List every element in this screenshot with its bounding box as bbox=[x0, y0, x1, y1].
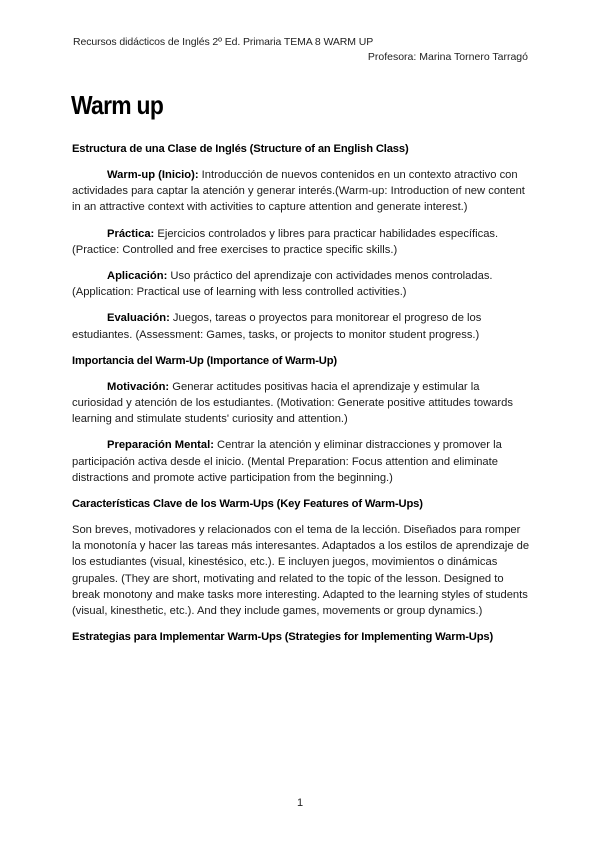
item-text: Introducción de nuevos contenidos en un contexto atractivo con actividades para captar la atención y generar interés.(Warm-up: Introduction of new content in an attractive context with activities to capture attention and generate interest.) bbox=[72, 169, 525, 214]
page-title: Warm up bbox=[71, 90, 164, 120]
features-paragraph: Son breves, motivadores y relacionados con el tema de la lección. Diseñados para romper la monotonía y hacer las tareas más interesantes. Adaptados a los estilos de aprendizaje de los estudiantes (visual, kinestésico, etc.). E incluyen juegos, movimientos o dinámicas grupales. (They are short, motivating and related to the topic of the lesson. Designed to break monotony and make tasks more interesting. Adapted to the learning styles of students (visual, kinesthetic, etc.). And they include games, movements or group dynamics.) bbox=[72, 524, 530, 618]
item-application bbox=[72, 268, 530, 300]
item-mental-preparation bbox=[72, 437, 530, 486]
page-number: 1 bbox=[296, 797, 304, 809]
item-text: Ejercicios controlados y libres para practicar habilidades específicas. (Practice: Controlled and free exercises to practice specific skills.) bbox=[72, 227, 499, 256]
document-body bbox=[72, 141, 530, 655]
item-text: Generar actitudes positivas hacia el aprendizaje y estimular la curiosidad y atención de los estudiantes. (Motivation: Generate positive attitudes towards learning and stimulate students' curiosity and attention.) bbox=[72, 380, 513, 426]
section-heading-features: Características Clave de los Warm-Ups (Key Features of Warm-Ups) bbox=[72, 498, 423, 511]
section-heading-structure: Estructura de una Clase de Inglés (Structure of an English Class) bbox=[72, 143, 409, 155]
item-term: Warm-up (Inicio): bbox=[107, 169, 199, 181]
item-practice bbox=[72, 226, 530, 258]
item-term: Práctica: bbox=[107, 227, 155, 240]
item-term: Motivación: bbox=[107, 380, 170, 393]
item-term: Evaluación: bbox=[107, 312, 170, 325]
header-course-info: Recursos didácticos de Inglés 2º Ed. Primaria TEMA 8 WARM UP bbox=[73, 36, 374, 48]
item-text: Uso práctico del aprendizaje con actividades menos controladas. (Application: Practical use of learning with less controlled activities.) bbox=[72, 270, 493, 299]
section-heading-strategies: Estrategias para Implementar Warm-Ups (Strategies for Implementing Warm-Ups) bbox=[72, 631, 494, 644]
item-warmup bbox=[72, 167, 530, 216]
header-teacher: Profesora: Marina Tornero Tarragó bbox=[367, 51, 528, 63]
item-term: Preparación Mental: bbox=[107, 439, 214, 452]
item-term: Aplicación: bbox=[107, 270, 168, 283]
item-text: Centrar la atención y eliminar distracciones y promover la participación activa desde el inicio. (Mental Preparation: Focus attention and eliminate distractions and promote active participation from the beginning.) bbox=[72, 439, 502, 484]
item-text: Juegos, tareas o proyectos para monitorear el progreso de los estudiantes. (Assessment: Games, tasks, or projects to monitor student progress.) bbox=[72, 312, 482, 341]
section-heading-importance: Importancia del Warm-Up (Importance of Warm-Up) bbox=[72, 354, 337, 367]
item-assessment bbox=[72, 310, 530, 342]
item-motivation bbox=[72, 379, 530, 428]
